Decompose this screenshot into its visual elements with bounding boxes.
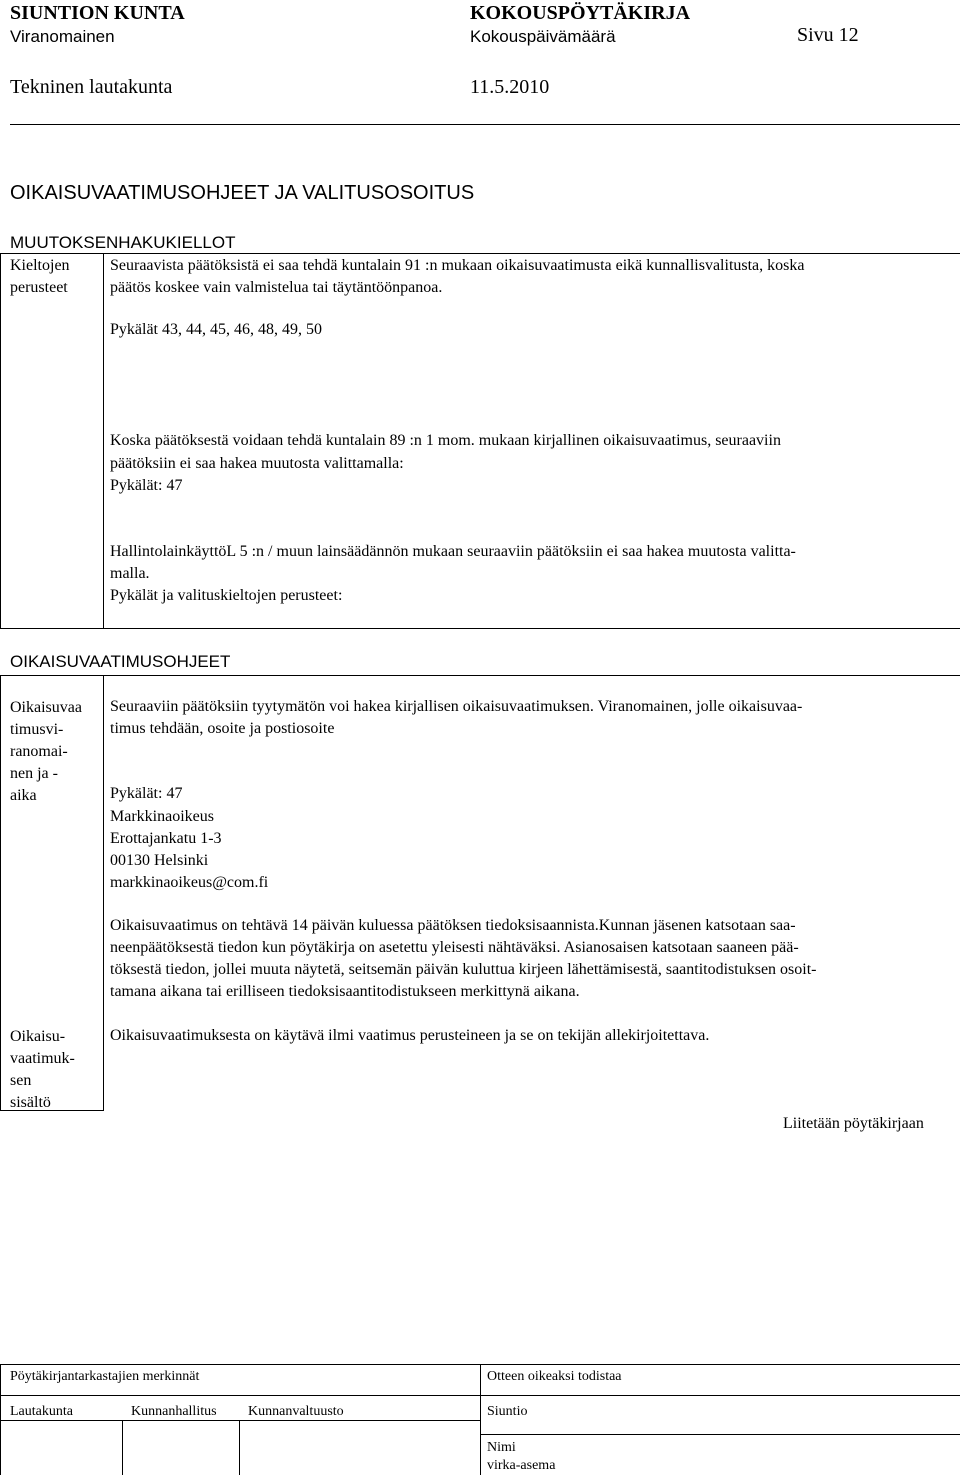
footer-middle-divider (480, 1364, 481, 1475)
section-heading-restrictions: MUUTOKSENHAKUKIELLOT (10, 233, 236, 252)
footer-board-kunnanvaltuusto: Kunnanvaltuusto (248, 1404, 344, 1419)
footer-board-kunnanhallitus: Kunnanhallitus (131, 1404, 217, 1419)
restrictions-column-divider (103, 253, 104, 629)
appeal-label-line: aika (10, 787, 37, 804)
appeal-label-line: ranomai- (10, 743, 68, 760)
footer-position-label: virka-asema (487, 1458, 556, 1473)
restrictions-left-border (0, 253, 1, 629)
restrictions-p3-line2: malla. (110, 565, 150, 582)
appeal-content-text: Oikaisuvaatimuksesta on käytävä ilmi vaatimus perusteineen ja se on tekijän allekirjoitettava. (110, 1027, 710, 1044)
appeal-sections: Pykälät: 47 (110, 785, 183, 802)
footer-place-divider (480, 1434, 960, 1435)
municipality-name: SIUNTION KUNTA (10, 2, 185, 24)
restrictions-top-border (0, 253, 960, 254)
restrictions-p3-sections: Pykälät ja valituskieltojen perusteet: (110, 587, 343, 604)
appeal-label-line: Oikaisuvaa (10, 699, 82, 716)
authority-label: Viranomainen (10, 27, 115, 46)
appeal-top-border (0, 675, 960, 676)
appeal-authority-label (10, 697, 82, 807)
appeal-label-line: timusvi- (10, 721, 64, 738)
footer-inspectors-label: Pöytäkirjantarkastajien merkinnät (10, 1369, 200, 1384)
footer-board-lautakunta: Lautakunta (10, 1404, 73, 1419)
restrictions-bottom-border (0, 628, 960, 629)
restrictions-p2-line2: päätöksiin ei saa hakea muutosta valittamalla: (110, 455, 404, 472)
appeal-label-line: nen ja - (10, 765, 58, 782)
deadline-line: töksestä tiedon, jollei muuta näytetä, seitsemän päivän kuluttua kirjeen lähettämisestä, saantitodistuksen osoit- (110, 961, 817, 978)
deadline-line: neenpäätöksestä tiedon kun pöytäkirja on asetettu yleisesti nähtäväksi. Asianosaisen katsotaan saaneen pää- (110, 939, 799, 956)
attachment-note: Liitetään pöytäkirjaan (783, 1115, 924, 1132)
appeal-intro-line1: Seuraaviin päätöksiin tyytymätön voi hakea kirjallisen oikaisuvaatimuksen. Viranomainen, jolle oikaisuvaa- (110, 698, 803, 715)
content-label-line: vaatimuk- (10, 1050, 75, 1067)
footer-board-divider-2 (239, 1420, 240, 1475)
restrictions-label-line2: perusteet (10, 279, 68, 296)
appeal-intro-line2: timus tehdään, osoite ja postiosoite (110, 720, 335, 737)
content-label-line: Oikaisu- (10, 1028, 66, 1045)
footer-place: Siuntio (487, 1404, 528, 1419)
restrictions-p2-sections: Pykälät: 47 (110, 477, 183, 494)
section-heading-appeal: OIKAISUVAATIMUSOHJEET (10, 652, 231, 671)
appeal-column-divider (103, 675, 104, 1111)
appeal-left-border (0, 675, 1, 1111)
address-email: markkinaoikeus@com.fi (110, 874, 269, 891)
restrictions-label-line1: Kieltojen (10, 257, 70, 274)
page-number: Sivu 12 (797, 24, 859, 46)
footer-certified-label: Otteen oikeaksi todistaa (487, 1369, 622, 1384)
restrictions-p1-sections: Pykälät 43, 44, 45, 46, 48, 49, 50 (110, 321, 322, 338)
deadline-line: Oikaisuvaatimus on tehtävä 14 päivän kuluessa päätöksen tiedoksisaannista.Kunnan jäsenen katsotaan saa- (110, 917, 796, 934)
deadline-line: tamana aikana tai erilliseen tiedoksisaantitodistukseen merkittynä aikana. (110, 983, 580, 1000)
content-label-line: sisältö (10, 1094, 51, 1111)
restrictions-p1-line1: Seuraavista päätöksistä ei saa tehdä kuntalain 91 :n mukaan oikaisuvaatimusta eikä kunnallisvalitusta, koska (110, 257, 805, 274)
header-divider (10, 124, 960, 125)
footer-header-divider (0, 1395, 960, 1396)
footer-board-divider-1 (122, 1420, 123, 1475)
restrictions-p2-line1: Koska päätöksestä voidaan tehdä kuntalain 89 :n 1 mom. mukaan kirjallinen oikaisuvaatimus, seuraaviin (110, 432, 781, 449)
content-label-line: sen (10, 1072, 32, 1089)
restrictions-p3-line1: HallintolainkäyttöL 5 :n / muun lainsäädännön mukaan seuraaviin päätöksiin ei saa hakea muutosta valitta- (110, 543, 796, 560)
date-label: Kokouspäivämäärä (470, 27, 616, 46)
address-line: 00130 Helsinki (110, 852, 209, 869)
page-title: OIKAISUVAATIMUSOHJEET JA VALITUSOSOITUS (10, 182, 475, 204)
meeting-date: 11.5.2010 (470, 76, 550, 98)
appeal-content-label (10, 1026, 75, 1114)
document-type: KOKOUSPÖYTÄKIRJA (470, 2, 691, 24)
address-line: Erottajankatu 1-3 (110, 830, 222, 847)
appeal-address-block (110, 806, 268, 894)
appeal-deadline-text (110, 915, 817, 1003)
footer-name-label: Nimi (487, 1440, 516, 1455)
address-line: Markkinaoikeus (110, 808, 214, 825)
authority-value: Tekninen lautakunta (10, 76, 173, 98)
restrictions-p1-line2: päätös koskee vain valmistelua tai täytäntöönpanoa. (110, 279, 443, 296)
